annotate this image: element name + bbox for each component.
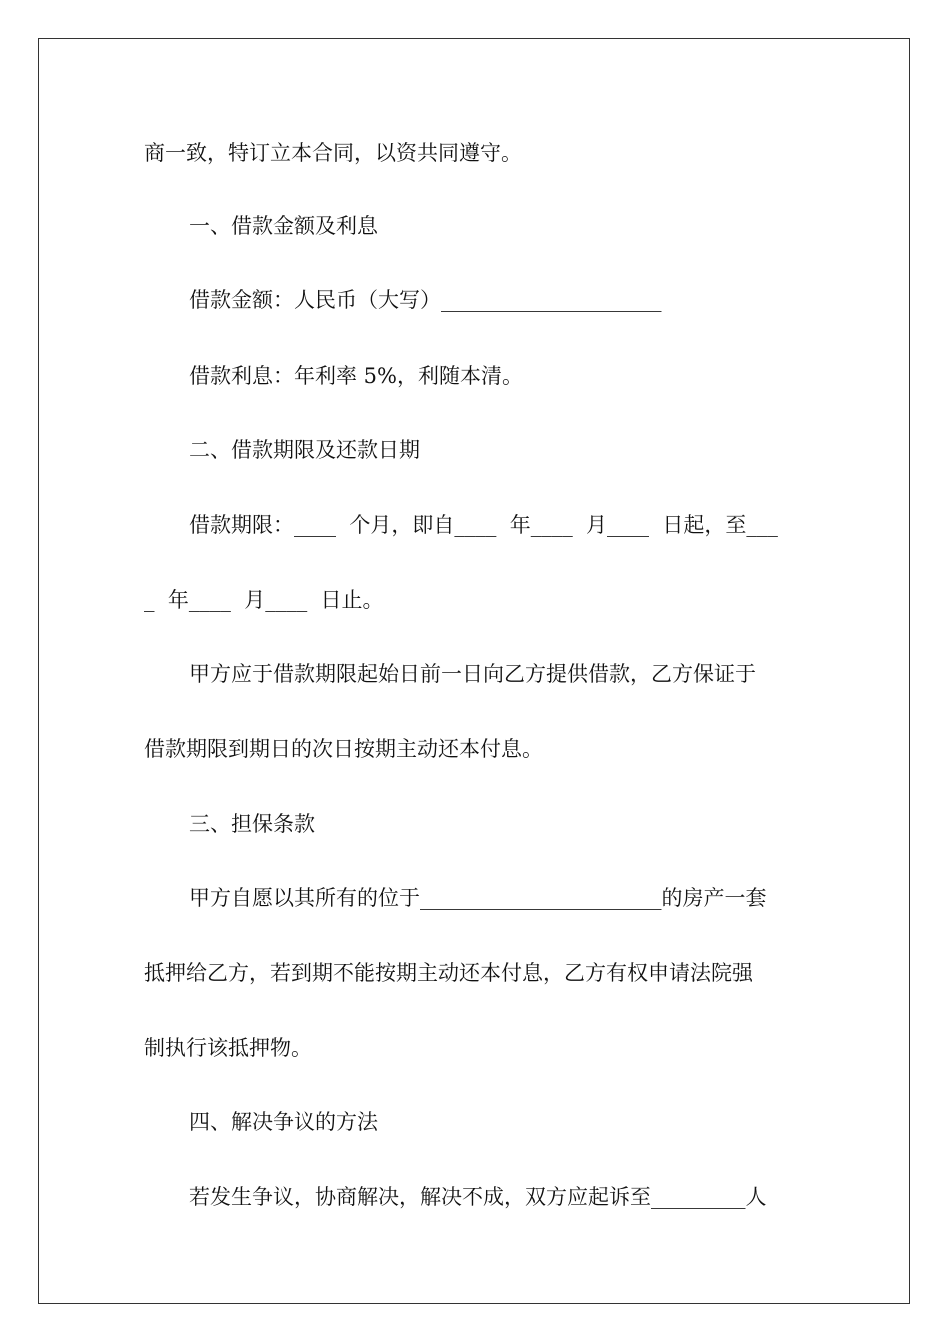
loan-interest-line: 借款利息：年利率 5%，利随本清。 xyxy=(189,364,523,388)
guarantee-continuation-1: 抵押给乙方，若到期不能按期主动还本付息，乙方有权申请法院强 xyxy=(144,961,753,985)
section-heading-guarantee: 三、担保条款 xyxy=(189,812,315,836)
section-heading-loan-amount: 一、借款金额及利息 xyxy=(189,214,378,238)
loan-provision-line: 甲方应于借款期限起始日前一日向乙方提供借款，乙方保证于 xyxy=(189,662,756,686)
guarantee-line: 甲方自愿以其所有的位于_______________________的房产一套 xyxy=(189,886,767,910)
guarantee-continuation-2: 制执行该抵押物。 xyxy=(144,1036,312,1060)
loan-amount-line: 借款金额：人民币（大写）_____________________ xyxy=(189,288,662,312)
loan-term-line: 借款期限：____ 个月，即自____ 年____ 月____ 日起，至___ xyxy=(189,513,778,537)
contract-intro-line: 商一致，特订立本合同，以资共同遵守。 xyxy=(144,141,522,165)
loan-term-continuation: _ 年____ 月____ 日止。 xyxy=(144,588,384,612)
section-heading-dispute: 四、解决争议的方法 xyxy=(189,1110,378,1134)
loan-provision-continuation: 借款期限到期日的次日按期主动还本付息。 xyxy=(144,737,543,761)
section-heading-loan-term: 二、借款期限及还款日期 xyxy=(189,438,420,462)
dispute-line: 若发生争议，协商解决，解决不成，双方应起诉至_________人 xyxy=(189,1185,767,1209)
